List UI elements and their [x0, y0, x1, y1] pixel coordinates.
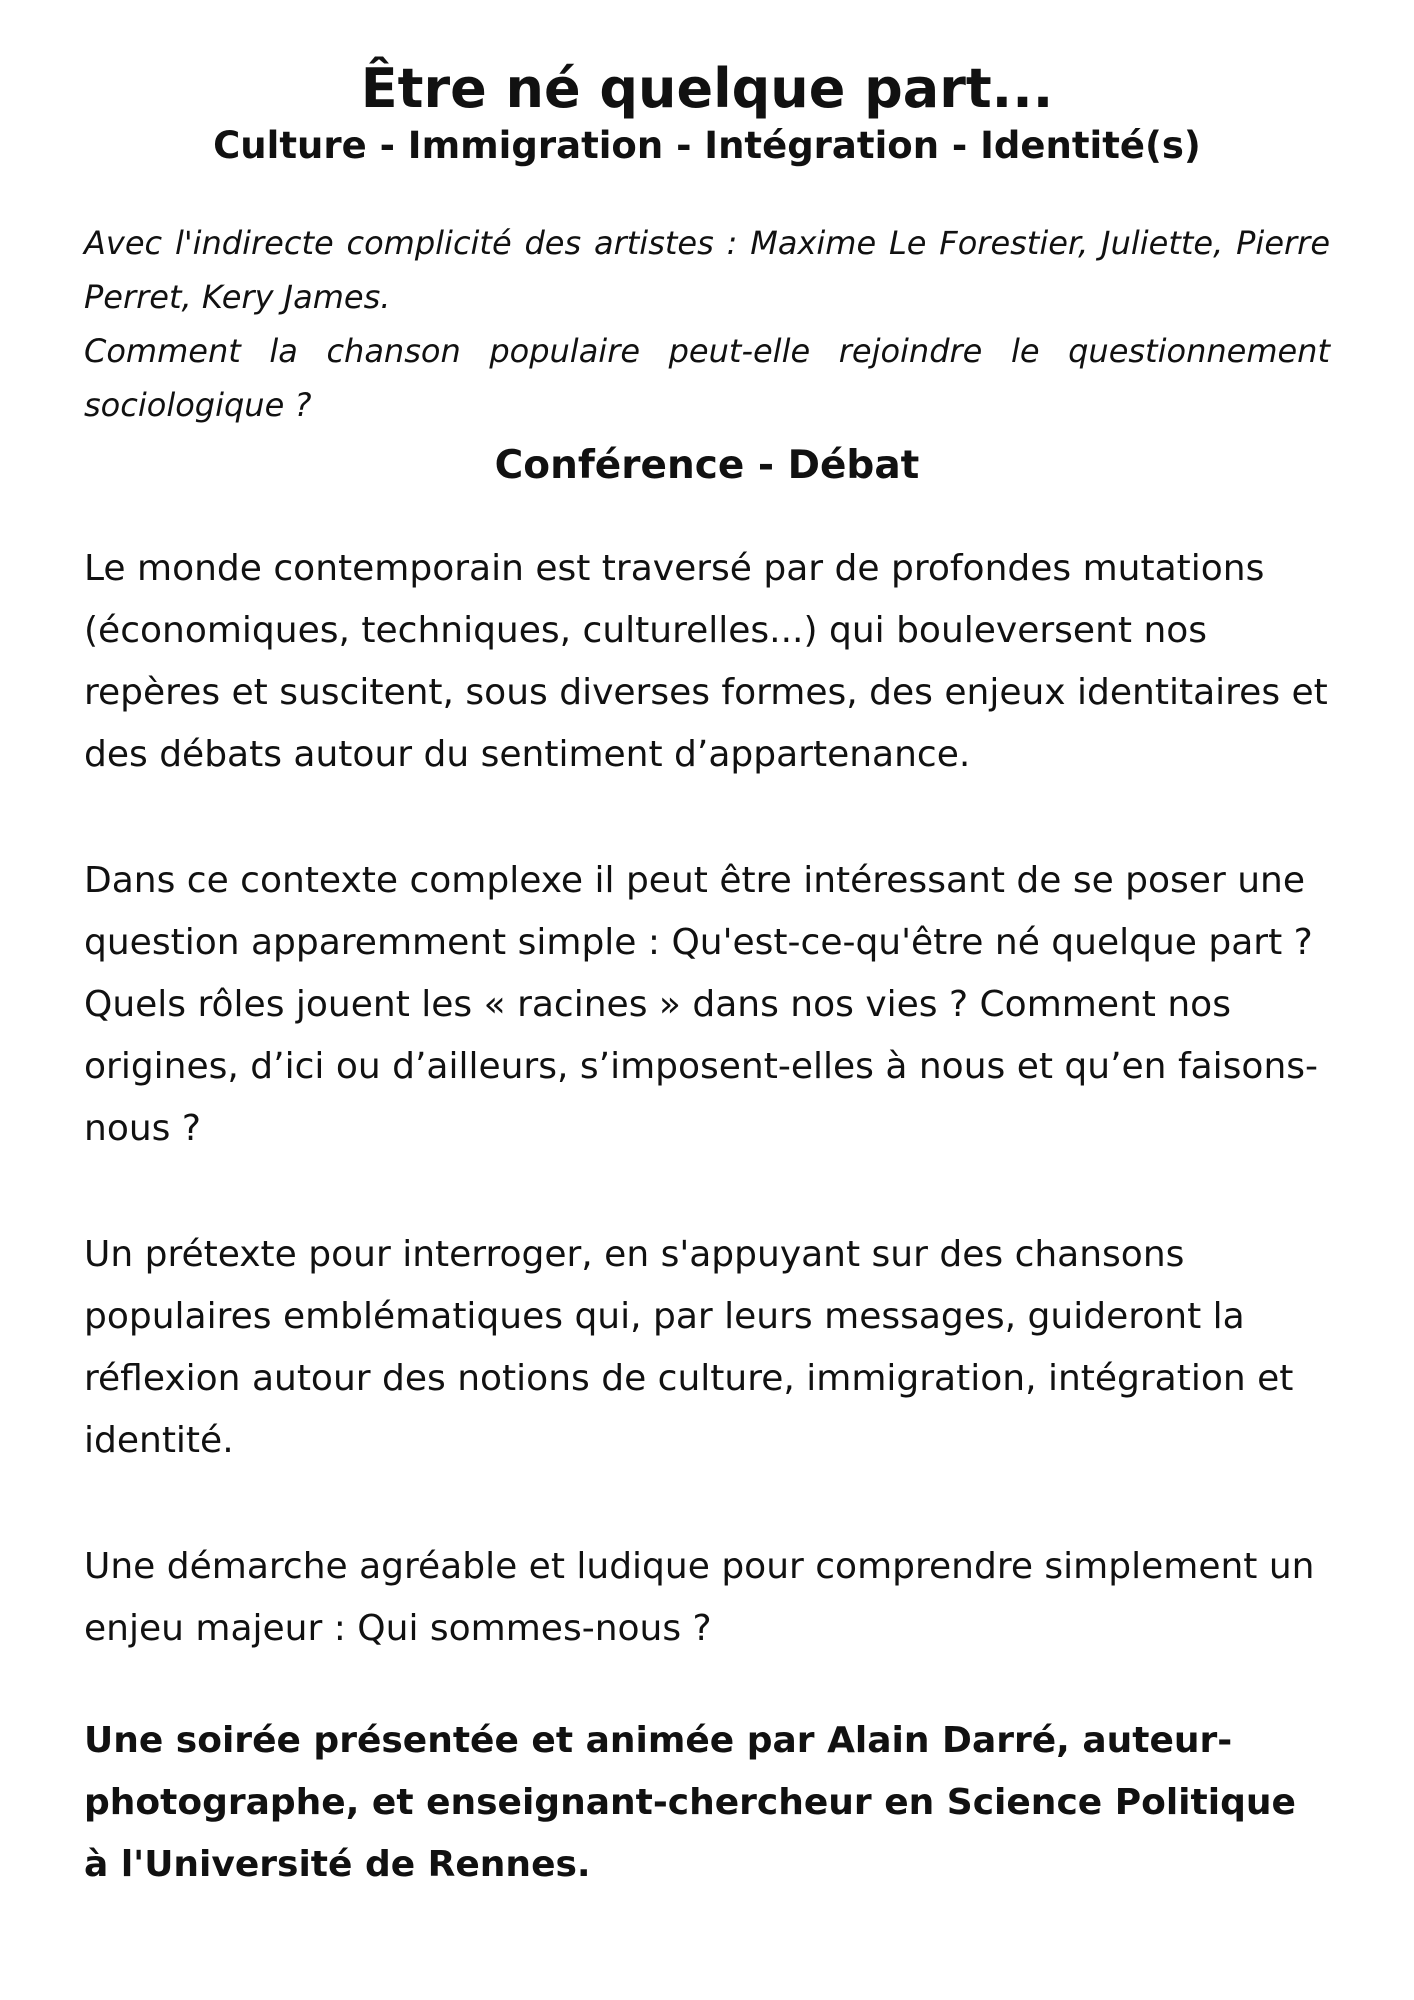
closing-statement: Une soirée présentée et animée par Alain Darré, auteur-photographe, et enseignant-chercheur en Science Politique à l'Université de Rennes.: [84, 1720, 1296, 1885]
intro-artists: Avec l'indirecte complicité des artistes : Maxime Le Forestier, Juliette, Pierre Perret, Kery James.: [84, 224, 1330, 316]
body-text: [84, 538, 1330, 1660]
page-subtitle: Culture - Immigration - Intégration - Identité(s): [213, 124, 1201, 167]
intro-block: [84, 216, 1330, 432]
paragraph: Une démarche agréable et ludique pour comprendre simplement un enjeu majeur : Qui sommes-nous ?: [84, 1546, 1315, 1649]
intro-question: Comment la chanson populaire peut-elle rejoindre le questionnement sociologique ?: [84, 332, 1330, 424]
page-title: Être né quelque part...: [360, 57, 1054, 120]
section-heading: Conférence - Débat: [494, 443, 920, 488]
paragraph: Le monde contemporain est traversé par de profondes mutations (économiques, techniques, culturelles...) qui bouleversent nos repères et suscitent, sous diverses formes, des enjeux identitaires et des débats autour du sentiment d’appartenance.: [84, 548, 1328, 775]
paragraph: Un prétexte pour interroger, en s'appuyant sur des chansons populaires emblématiques qui, par leurs messages, guideront la réflexion autour des notions de culture, immigration, intégration et identité.: [84, 1234, 1294, 1461]
paragraph: Dans ce contexte complexe il peut être intéressant de se poser une question apparemment simple : Qu'est-ce-qu'être né quelque part ? Quels rôles jouent les « racines » dans nos vies ? Comment nos origines, d’ici ou d’ailleurs, s’imposent-elles à nous et qu’en faisons-nous ?: [84, 860, 1319, 1149]
